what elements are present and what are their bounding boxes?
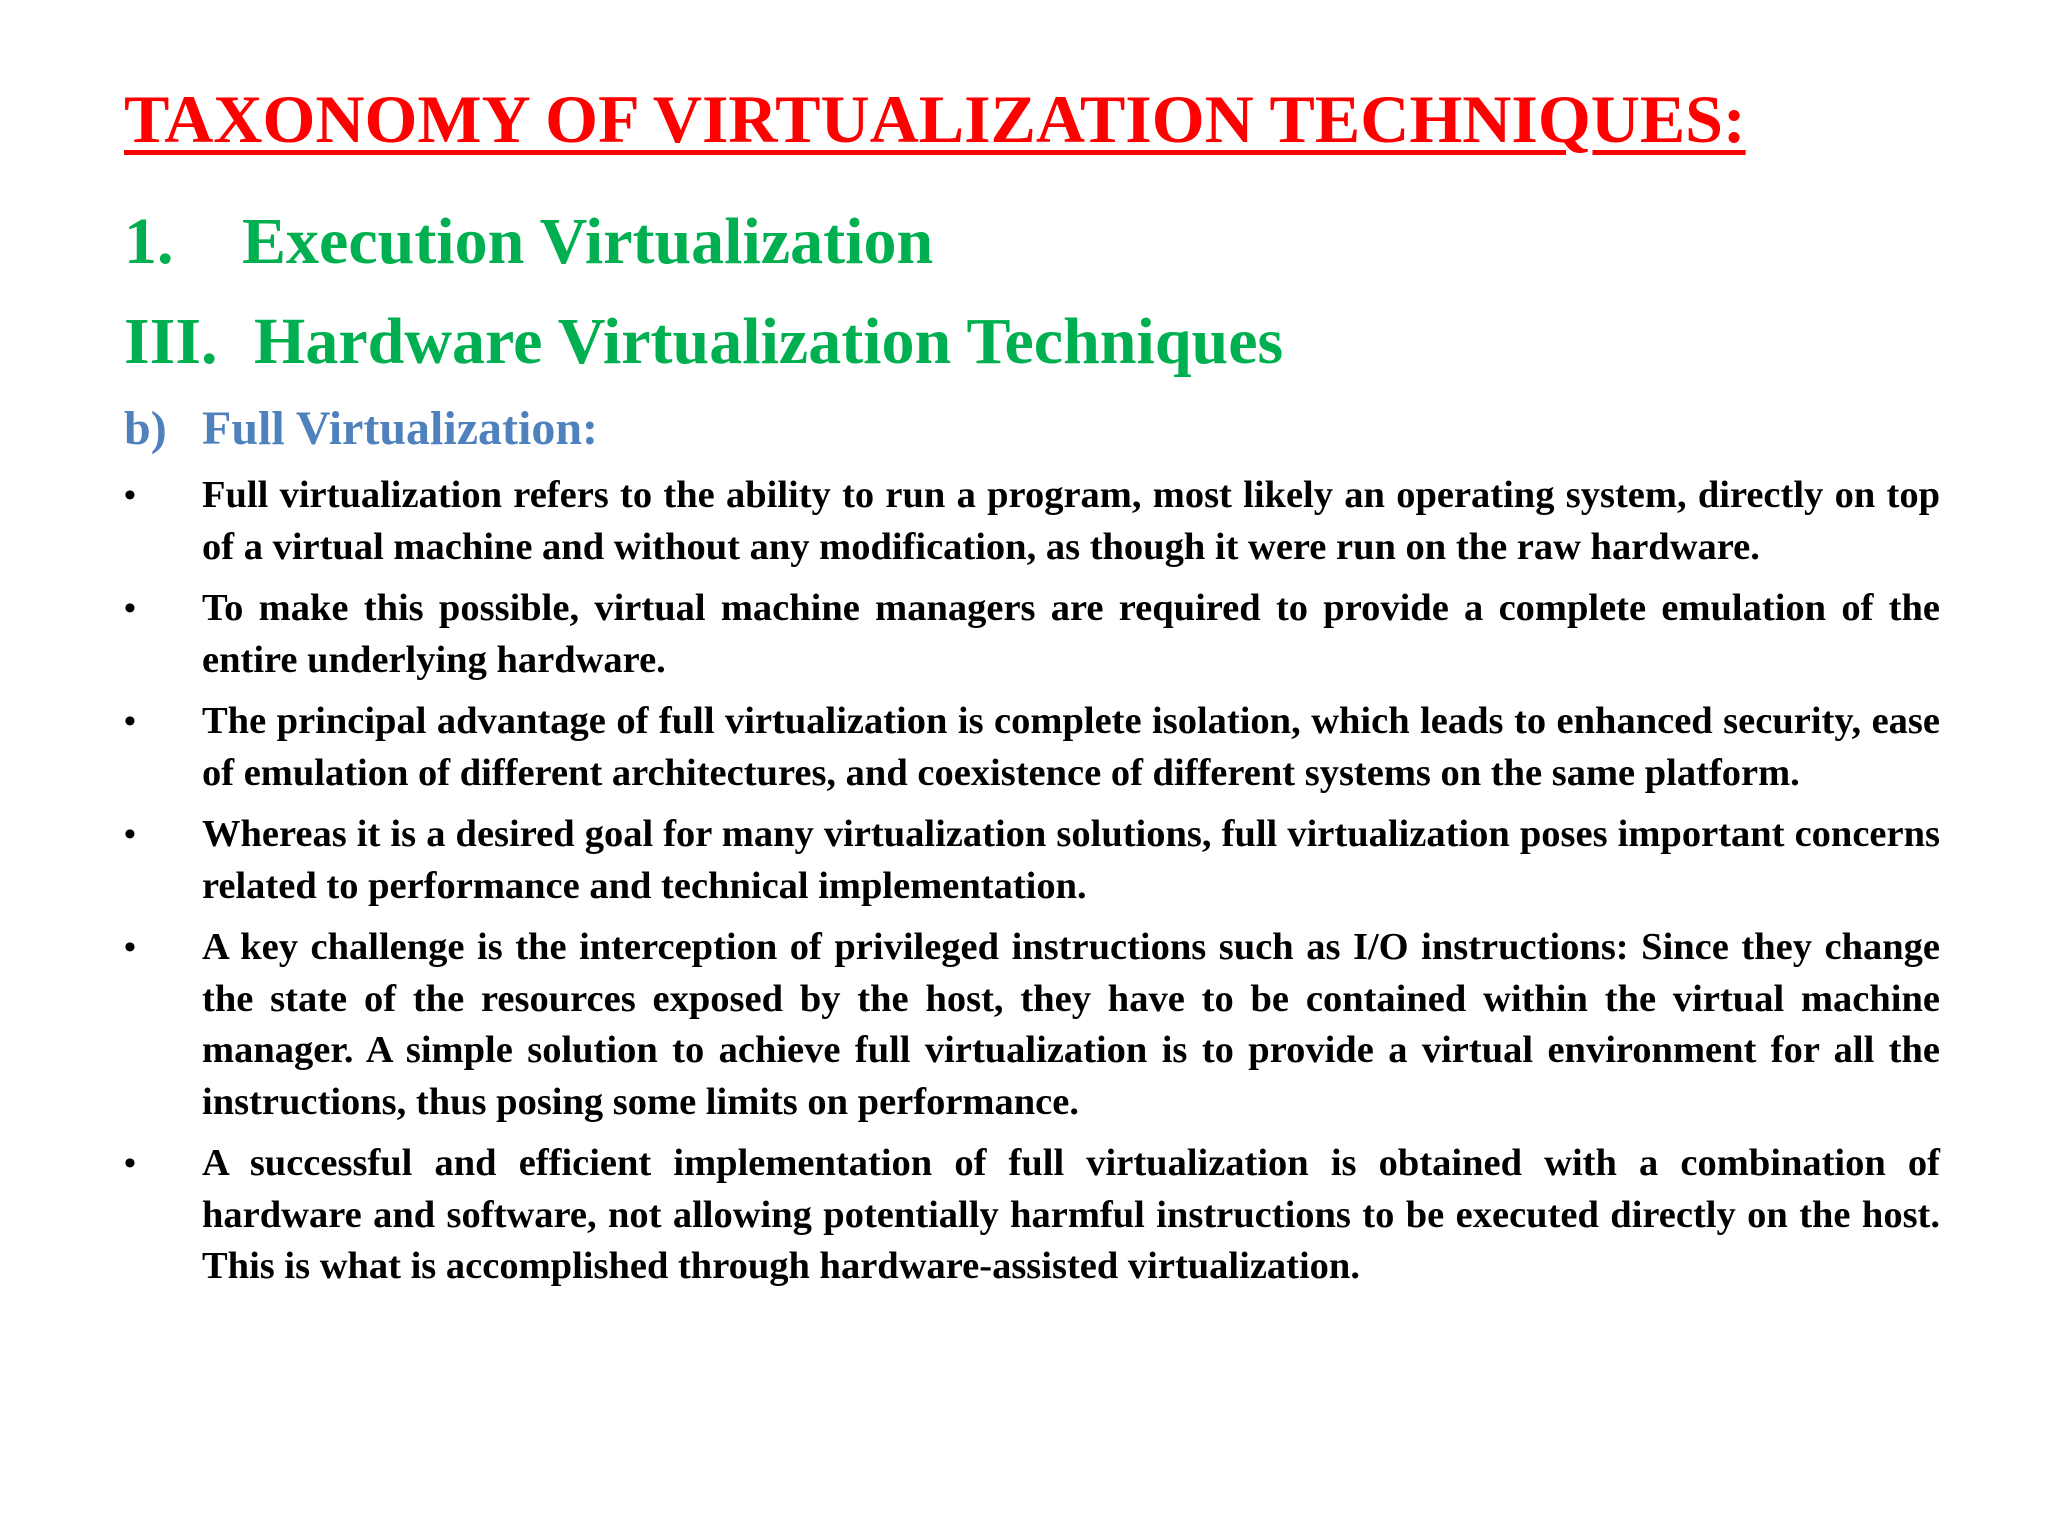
bullet-text: Whereas it is a desired goal for many virtualization solutions, full virtualization poses important concerns related to performance and technical implementation.	[202, 813, 1940, 907]
bullet-text: Full virtualization refers to the ability to run a program, most likely an operating system, directly on top of a virtual machine and without any modification, as though it were run on the raw hardware.	[202, 474, 1940, 568]
bullet-item	[124, 696, 1940, 799]
bullet-item	[124, 470, 1940, 573]
bullet-text: A key challenge is the interception of privileged instructions such as I/O instructions: Since they change the state of the resources exposed by the host, they have to be contained within the virtual machine manager. A simple solution to achieve full virtualization is to provide a virtual environment for all the instructions, thus posing some limits on performance.	[202, 926, 1940, 1123]
bullet-text: The principal advantage of full virtualization is complete isolation, which leads to enhanced security, ease of emulation of different architectures, and coexistence of different systems on the same platform.	[202, 700, 1940, 794]
bullet-dot-icon: •	[124, 816, 136, 853]
bullet-text: A successful and efficient implementation of full virtualization is obtained with a combination of hardware and software, not allowing potentially harmful instructions to be executed directly on the host. This is what is accomplished through hardware-assisted virtualization.	[202, 1142, 1940, 1287]
bullet-text: To make this possible, virtual machine managers are required to provide a complete emulation of the entire underlying hardware.	[202, 587, 1940, 681]
heading-text: Hardware Virtualization Techniques	[254, 305, 1284, 378]
bullet-dot-icon: •	[124, 590, 136, 627]
bullet-item	[124, 1138, 1940, 1293]
heading-text: Execution Virtualization	[242, 205, 934, 278]
bullet-item	[124, 583, 1940, 686]
bullet-dot-icon: •	[124, 703, 136, 740]
heading-number: 1.	[124, 205, 174, 278]
bullet-list	[124, 470, 1940, 1303]
heading-hardware-virtualization-techniques	[124, 306, 1283, 379]
subheading-number: b)	[124, 402, 167, 455]
heading-execution-virtualization	[124, 206, 933, 279]
bullet-dot-icon: •	[124, 477, 136, 514]
heading-number: III.	[124, 305, 218, 378]
bullet-dot-icon: •	[124, 929, 136, 966]
bullet-item	[124, 922, 1940, 1128]
bullet-dot-icon: •	[124, 1145, 136, 1182]
bullet-item	[124, 809, 1940, 912]
subheading-text: Full Virtualization:	[202, 402, 598, 455]
slide-title: TAXONOMY OF VIRTUALIZATION TECHNIQUES:	[124, 81, 1746, 157]
subheading-full-virtualization	[124, 400, 598, 458]
